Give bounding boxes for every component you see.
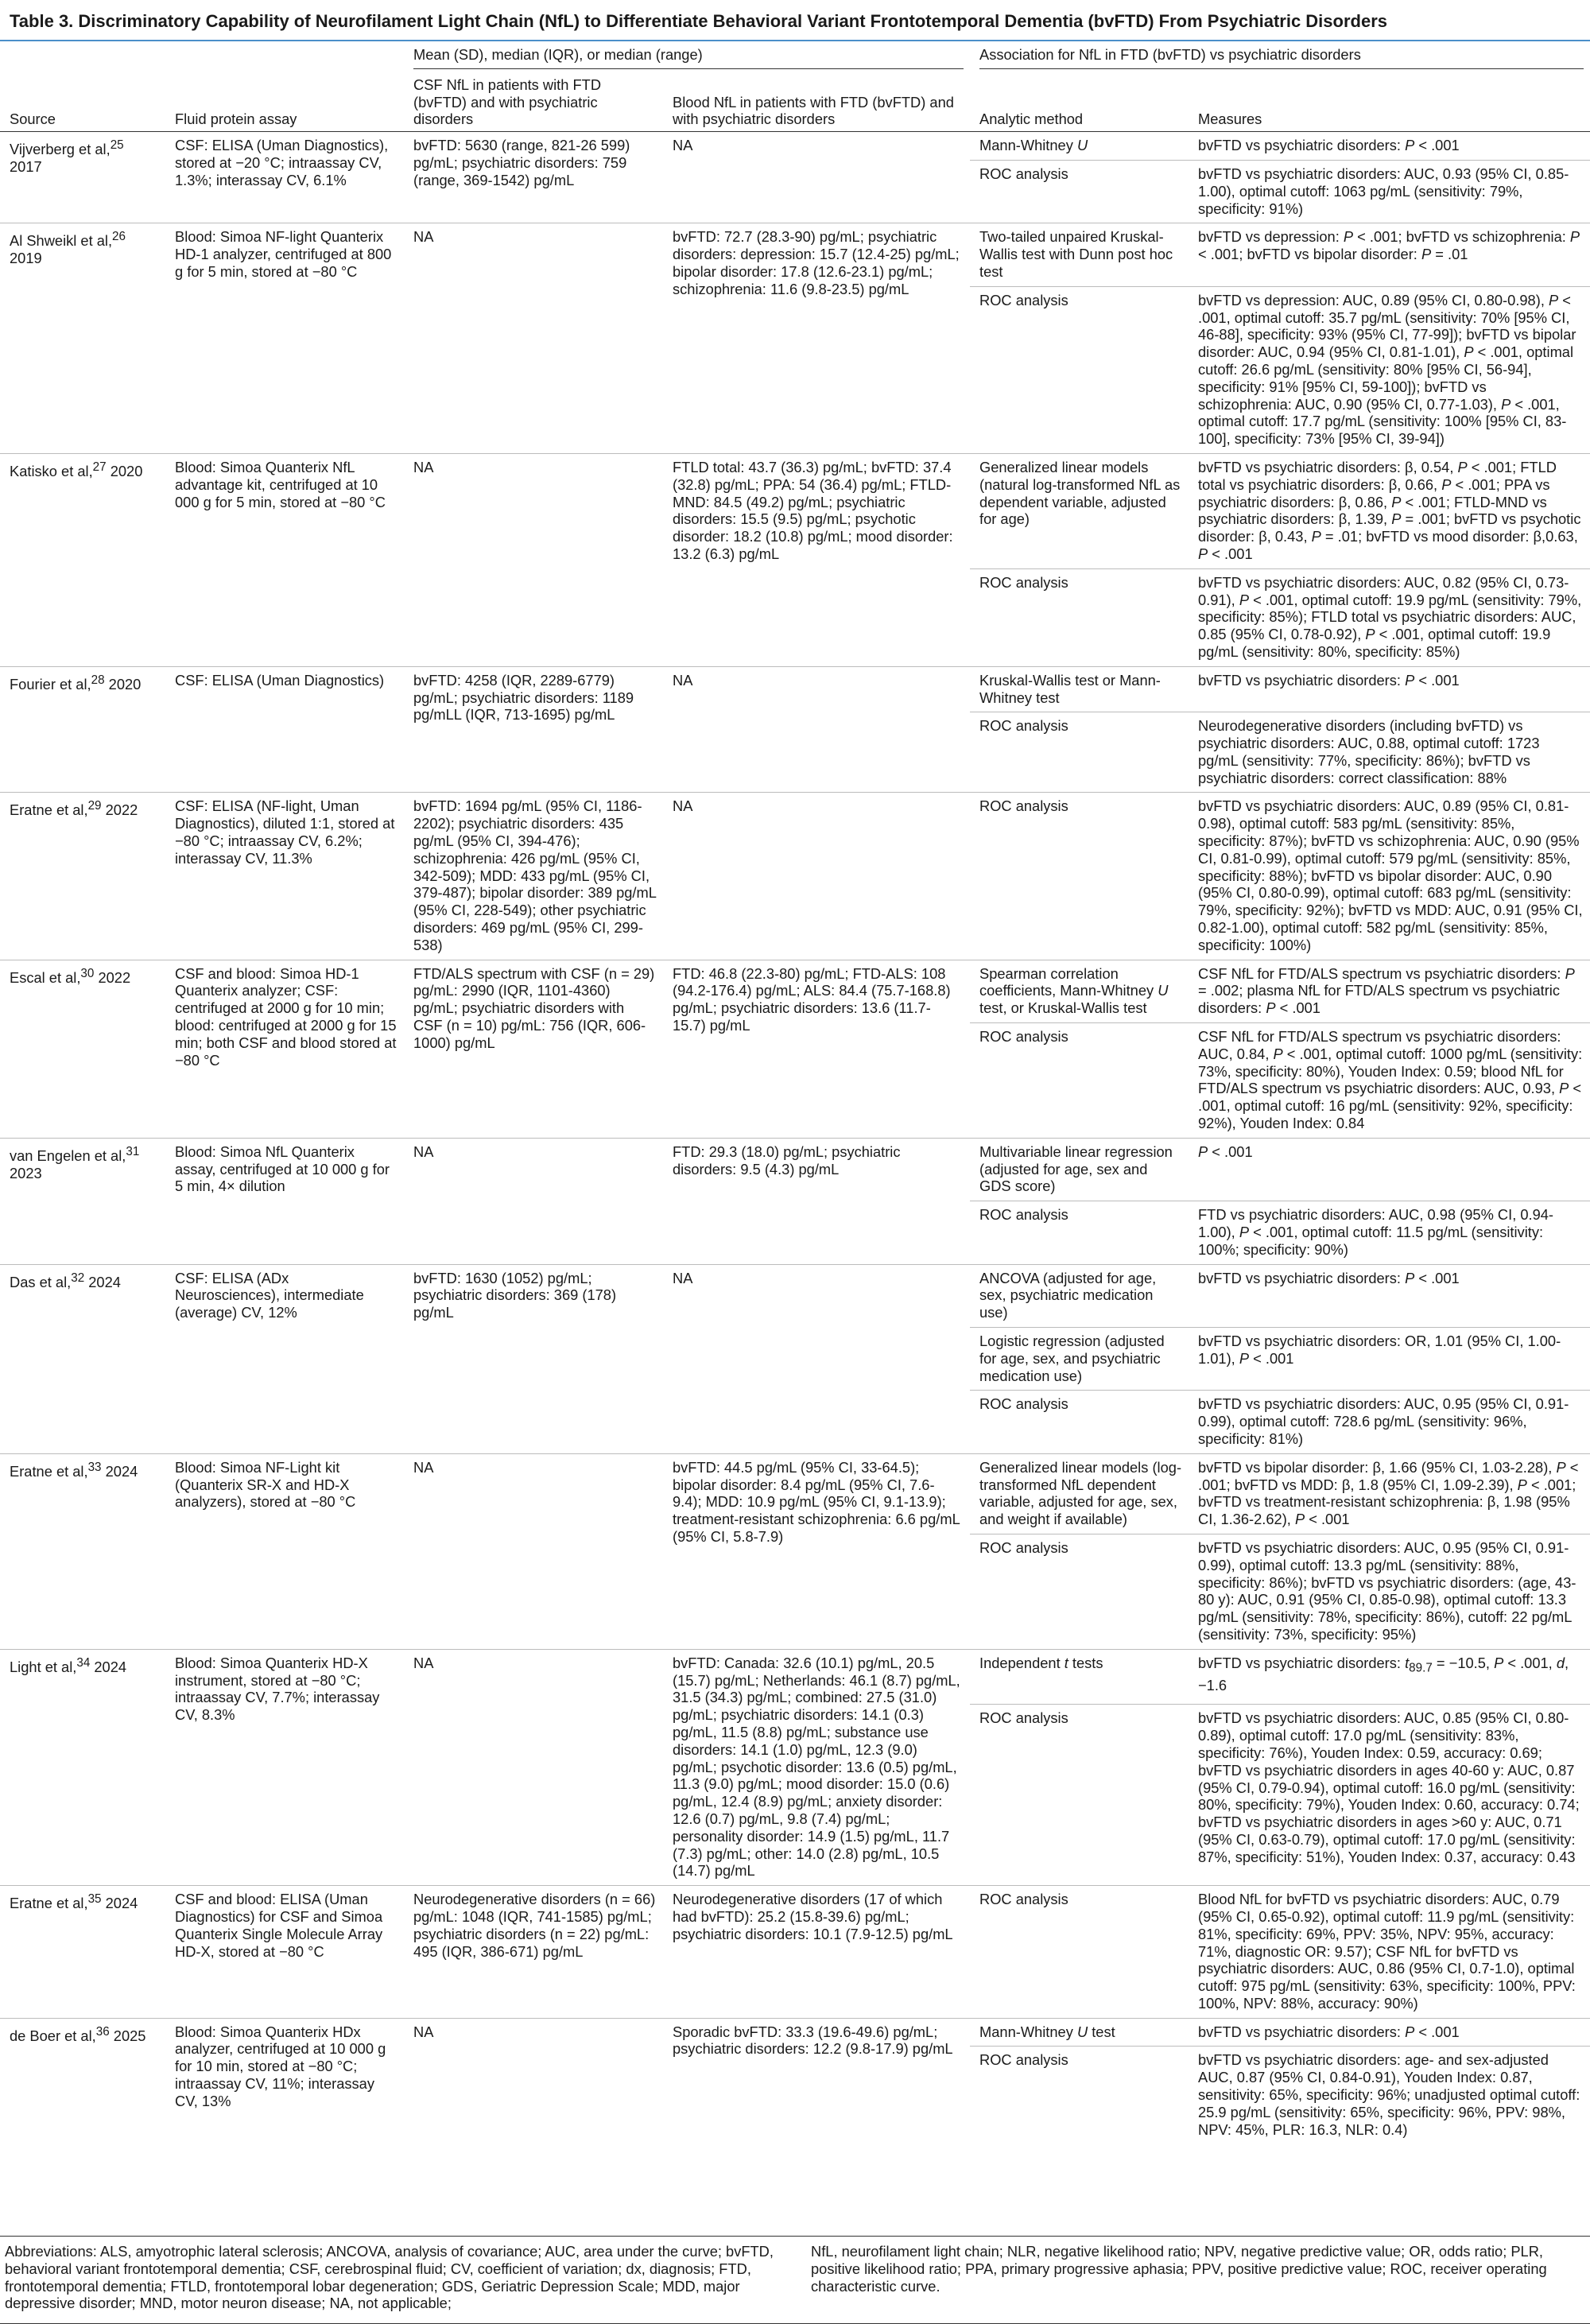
- cell-source: Fourier et al,$^{28}$ 2020: [10, 673, 142, 693]
- cell-csf-nfl: bvFTD: 5630 (range, 821-26 599) pg/mL; psychiatric disorders: 759 (range, 369-1542) pg/mL: [413, 137, 630, 188]
- table-row: [0, 223, 1590, 286]
- cell-analytic-method: ROC analysis: [970, 1023, 1189, 1139]
- cell-source: de Boer et al,$^{36}$ 2025: [10, 2024, 146, 2044]
- cell-measures: bvFTD vs psychiatric disorders: P < .001: [1198, 1269, 1460, 1286]
- cell-blood-nfl: FTD: 29.3 (18.0) pg/mL; psychiatric disorders: 9.5 (4.3) pg/mL: [673, 1143, 901, 1178]
- cell-assay: CSF: ELISA (NF-light, Uman Diagnostics), diluted 1:1, stored at −80 °C; intraassay CV, 6.2%; interassay CV, 11.3%: [175, 797, 395, 867]
- table-row: [0, 1138, 1590, 1201]
- cell-analytic-method: Generalized linear models (natural log-transformed NfL as dependent variable, adjusted for age): [979, 458, 1181, 528]
- cell-measures: bvFTD vs psychiatric disorders: P < .001: [1198, 2023, 1460, 2040]
- cell-blood-nfl: Neurodegenerative disorders (17 of which had bvFTD): 25.2 (15.8-39.6) pg/mL; psychiatric disorders: 10.1 (7.9-12.5) pg/mL: [673, 1891, 953, 1942]
- cell-analytic-method: ROC analysis: [970, 1534, 1189, 1649]
- cell-analytic-method: ROC analysis: [970, 1705, 1189, 1886]
- study-group: [0, 223, 1590, 454]
- cell-measures: bvFTD vs depression: P < .001; bvFTD vs schizophrenia: P < .001; bvFTD vs bipolar disorder: P = .01: [1198, 228, 1580, 263]
- cell-analytic-method: ROC analysis: [970, 2047, 1189, 2144]
- study-group: [0, 2018, 1590, 2144]
- cell-analytic-method: ROC analysis: [979, 797, 1068, 815]
- cell-analytic-method: Spearman correlation coefficients, Mann-Whitney U test, or Kruskal-Wallis test: [979, 964, 1169, 1017]
- cell-csf-nfl: NA: [413, 2023, 434, 2040]
- cell-blood-nfl: bvFTD: Canada: 32.6 (10.1) pg/mL, 20.5 (15.7) pg/mL; Netherlands: 46.1 (8.7) pg/mL, 31.5 (34.3) pg/mL; combined: 27.5 (31.0) pg/mL; psychiatric disorders: 14.1 (0.3) pg/mL, 11.5 (8.8) pg/mL; substance use disorders: 14.1 (1.0) pg/mL, 12.3 (9.0) pg/mL; psychotic disorder: 13.6 (0.5) pg/mL, 11.3 (9.0) pg/mL; mood disorder: 15.0 (0.6) pg/mL, 12.4 (8.9) pg/mL; anxiety disorder: 12.6 (0.7) pg/mL, 9.8 (7.4) pg/mL; personality disorder: 14.9 (1.5) pg/mL, 11.7 (7.3) pg/mL; other: 14.0 (2.8) pg/mL, 10.5 (14.7) pg/mL: [673, 1654, 960, 1880]
- cell-analytic-method: Logistic regression (adjusted for age, sex, and psychiatric medication use): [970, 1328, 1189, 1391]
- cell-source: Das et al,$^{32}$ 2024: [10, 1271, 121, 1290]
- table-footnote: [0, 2236, 1590, 2324]
- study-group: [0, 132, 1590, 223]
- footnote-abbreviations-right: NfL, neurofilament light chain; NLR, negative likelihood ratio; NPV, negative predictive value; OR, odds ratio; PLR, positive likelihood ratio; PPA, primary progressive aphasia; PPV, positive predictive value; ROC, receiver operating characteristic curve.: [811, 2243, 1547, 2295]
- cell-analytic-method: Independent t tests: [979, 1654, 1103, 1671]
- cell-csf-nfl: NA: [413, 1458, 434, 1476]
- cell-analytic-method: ROC analysis: [970, 568, 1189, 666]
- cell-source: Al Shweikl et al,$^{26}$ 2019: [10, 230, 126, 267]
- header-source: Source: [10, 111, 56, 128]
- cell-assay: Blood: Simoa NF-Light kit (Quanterix SR-X and HD-X analyzers), stored at −80 °C: [175, 1458, 356, 1511]
- cell-blood-nfl: bvFTD: 44.5 pg/mL (95% CI, 33-64.5); bipolar disorder: 8.4 pg/mL (95% CI, 7.6-9.4); MDD: 10.9 pg/mL (95% CI, 9.1-13.9); treatment-resistant schizophrenia: 6.6 pg/mL (95% CI, 5.8-7.9): [673, 1458, 960, 1545]
- cell-blood-nfl: FTD: 46.8 (22.3-80) pg/mL; FTD-ALS: 108 (94.2-176.4) pg/mL; ALS: 84.4 (75.7-168.8) pg/mL; psychiatric disorders: 13.6 (11.7-15.7) pg/mL: [673, 964, 951, 1034]
- cell-analytic-method: Mann-Whitney U test: [979, 2023, 1115, 2040]
- table-row: [0, 1886, 1590, 2019]
- cell-csf-nfl: NA: [413, 1654, 434, 1671]
- cell-analytic-method: Two-tailed unpaired Kruskal-Wallis test with Dunn post hoc test: [979, 228, 1173, 280]
- cell-csf-nfl: bvFTD: 4258 (IQR, 2289-6779) pg/mL; psychiatric disorders: 1189 pg/mLL (IQR, 713-1695) pg/mL: [413, 671, 634, 724]
- study-group: [0, 453, 1590, 666]
- table-row: [0, 666, 1590, 712]
- footnote-abbreviations-left: Abbreviations: ALS, amyotrophic lateral sclerosis; ANCOVA, analysis of covariance; AUC, area under the curve; bvFTD, behavioral variant frontotemporal dementia; CSF, cerebrospinal fluid; CV, coefficient of variation; dx, diagnosis; FTD, frontotemporal dementia; FTLD, frontotemporal lobar degeneration; GDS, Geriatric Depression Scale; MDD, major depressive disorder; MND, motor neuron disease; NA, not applicable;: [5, 2243, 774, 2312]
- cell-blood-nfl: NA: [673, 671, 693, 689]
- cell-measures: bvFTD vs psychiatric disorders: AUC, 0.82 (95% CI, 0.73-0.91), P < .001, optimal cutoff: 19.9 pg/mL (sensitivity: 79%, specificity: 85%); FTLD total vs psychiatric disorders: AUC, 0.85 (95% CI, 0.78-0.92), P < .001, optimal cutoff: 19.9 pg/mL (sensitivity: 80%, specificity: 85%): [1189, 568, 1590, 666]
- cell-analytic-method: ROC analysis: [970, 712, 1189, 793]
- header-spacer: [165, 41, 404, 75]
- cell-analytic-method: ROC analysis: [970, 1391, 1189, 1453]
- cell-analytic-method: ROC analysis: [970, 286, 1189, 453]
- study-group: [0, 666, 1590, 793]
- cell-analytic-method: ROC analysis: [970, 1201, 1189, 1264]
- cell-analytic-method: Generalized linear models (log-transformed NfL dependent variable, adjusted for age, sex, and weight if available): [979, 1458, 1182, 1528]
- table-row: [0, 1453, 1590, 1534]
- cell-analytic-method: Multivariable linear regression (adjusted for age, sex and GDS score): [979, 1143, 1173, 1195]
- cell-measures: bvFTD vs psychiatric disorders: AUC, 0.93 (95% CI, 0.85-1.00), optimal cutoff: 1063 pg/mL (sensitivity: 79%, specificity: 91%): [1189, 160, 1590, 223]
- header-blood-nfl: Blood NfL in patients with FTD (bvFTD) and with psychiatric disorders: [673, 93, 954, 128]
- table-row: [0, 453, 1590, 568]
- cell-csf-nfl: bvFTD: 1630 (1052) pg/mL; psychiatric disorders: 369 (178) pg/mL: [413, 1269, 617, 1321]
- cell-measures: P < .001: [1198, 1143, 1253, 1160]
- cell-assay: Blood: Simoa NF-light Quanterix HD-1 analyzer, centrifuged at 800 g for 5 min, stored at −80 °C: [175, 228, 392, 280]
- cell-assay: CSF and blood: Simoa HD-1 Quanterix analyzer; CSF: centrifuged at 2000 g for 10 min; blood: centrifuged at 2000 g for 15 min; both CSF and blood stored at −80 °C: [175, 964, 397, 1069]
- cell-source: Eratne et al,$^{35}$ 2024: [10, 1892, 138, 1912]
- cell-measures: bvFTD vs bipolar disorder: β, 1.66 (95% CI, 1.03-2.28), P < .001; bvFTD vs MDD: β, 1.8 (95% CI, 1.09-2.39), P < .001; bvFTD vs treatment-resistant schizophrenia: β, 1.98 (95% CI, 1.36-2.62), P < .001: [1198, 1458, 1579, 1528]
- cell-csf-nfl: FTD/ALS spectrum with CSF (n = 29) pg/mL: 2990 (IQR, 1101-4360) pg/mL; psychiatric disorders with CSF (n = 10) pg/mL: 756 (IQR, 606-1000) pg/mL: [413, 964, 655, 1051]
- study-group: [0, 1649, 1590, 1885]
- cell-measures: bvFTD vs psychiatric disorders: β, 0.54, P < .001; FTLD total vs psychiatric disorders: β, 0.66, P < .001; PPA vs psychiatric disorders: β, 0.86, P < .001; FTLD-MND vs psychiatric disorders: β, 1.39, P = .001; bvFTD vs psychotic disorder: β, 0.43, P = .01; bvFTD vs mood disorder: β,0.63, P < .001: [1198, 458, 1581, 562]
- study-group: [0, 1886, 1590, 2019]
- cell-assay: CSF and blood: ELISA (Uman Diagnostics) for CSF and Simoa Quanterix Single Molecule Array HD-X, stored at −80 °C: [175, 1891, 383, 1960]
- cell-measures: bvFTD vs psychiatric disorders: age- and sex-adjusted AUC, 0.87 (95% CI, 0.84-0.91), Youden Index: 0.87, sensitivity: 65%, specificity: 96%; unadjusted optimal cutoff: 25.9 pg/mL (sensitivity: 65%, specificity: 96%, PPV: 98%, NPV: 45%, PLR: 16.3, NLR: 0.4): [1189, 2047, 1590, 2144]
- cell-measures: bvFTD vs psychiatric disorders: P < .001: [1198, 671, 1460, 689]
- study-group: [0, 1264, 1590, 1453]
- study-group: [0, 793, 1590, 960]
- cell-csf-nfl: NA: [413, 228, 434, 246]
- cell-assay: CSF: ELISA (Uman Diagnostics): [175, 671, 385, 689]
- table-row: [0, 2018, 1590, 2047]
- cell-measures: bvFTD vs psychiatric disorders: OR, 1.01 (95% CI, 1.00-1.01), P < .001: [1189, 1328, 1590, 1391]
- study-group: [0, 1138, 1590, 1264]
- table-row: [0, 1264, 1590, 1327]
- cell-source: Vijverberg et al,$^{25}$ 2017: [10, 138, 124, 176]
- cell-measures: Blood NfL for bvFTD vs psychiatric disorders: AUC, 0.79 (95% CI, 0.65-0.92), optimal cutoff: 11.9 pg/mL (sensitivity: 81%, specificity: 69%, PPV: 35%, NPV: 95%, accuracy: 71%, diagnostic OR: 9.57); CSF NfL for bvFTD vs psychiatric disorders: AUC, 0.86 (95% CI, 0.7-1.0), optimal cutoff: 975 pg/mL (sensitivity: 63%, specificity: 100%, PPV: 100%, NPV: 88%, accuracy: 90%): [1198, 1891, 1576, 2012]
- cell-measures: FTD vs psychiatric disorders: AUC, 0.98 (95% CI, 0.94-1.00), P < .001, optimal cutoff: 11.5 pg/mL (sensitivity: 100%; specificity: 90%): [1189, 1201, 1590, 1264]
- cell-measures: bvFTD vs psychiatric disorders: AUC, 0.95 (95% CI, 0.91-0.99), optimal cutoff: 13.3 pg/mL (sensitivity: 88%, specificity: 86%); bvFTD vs psychiatric disorders: (age, 43-80 y): AUC, 0.91 (95% CI, 0.85-0.98), optimal cutoff: 13.3 pg/mL (sensitivity: 78%, specificity: 86%), cutoff: 22 pg/mL (sensitivity: 73%, specificity: 95%): [1189, 1534, 1590, 1649]
- cell-measures: bvFTD vs depression: AUC, 0.89 (95% CI, 0.80-0.98), P < .001, optimal cutoff: 35.7 pg/mL (sensitivity: 70% [95% CI, 46-88], specificity: 93% (95% CI, 77-99]); bvFTD vs bipolar disorder: AUC, 0.94 (95% CI, 0.81-1.01), P < .001, optimal cutoff: 26.6 pg/mL (sensitivity: 80% [95% CI, 56-94], specificity: 91% [95% CI, 59-100]); bvFTD vs schizophrenia: AUC, 0.90 (95% CI, 0.77-1.03), P < .001, optimal cutoff: 17.7 pg/mL (sensitivity: 100% [95% CI, 83-100], specificity: 73% [95% CI, 39-94]): [1189, 286, 1590, 453]
- cell-assay: CSF: ELISA (ADx Neurosciences), intermediate (average) CV, 12%: [175, 1269, 364, 1321]
- cell-blood-nfl: NA: [673, 1269, 693, 1286]
- cell-measures: bvFTD vs psychiatric disorders: AUC, 0.89 (95% CI, 0.81-0.98), optimal cutoff: 583 pg/mL (sensitivity: 85%, specificity: 87%); bvFTD vs schizophrenia: AUC, 0.90 (95% CI, 0.81-0.99), optimal cutoff: 579 pg/mL (sensitivity: 85%, specificity: 88%); bvFTD vs bipolar disorder: AUC, 0.90 (95% CI, 0.80-0.99), optimal cutoff: 683 pg/mL (sensitivity: 79%, specificity: 92%); bvFTD vs MDD: AUC, 0.91 (95% CI, 0.82-1.00), optimal cutoff: 582 pg/mL (sensitivity: 85%, specificity: 100%): [1198, 797, 1583, 953]
- cell-blood-nfl: NA: [673, 797, 693, 815]
- cell-analytic-method: ROC analysis: [979, 1891, 1068, 1908]
- study-group: [0, 1453, 1590, 1649]
- header-measures: Measures: [1198, 111, 1262, 128]
- cell-measures: bvFTD vs psychiatric disorders: P < .001: [1198, 137, 1460, 154]
- cell-source: Katisko et al,$^{27}$ 2020: [10, 460, 143, 480]
- header-spacer: [0, 41, 165, 75]
- header-group-mean: Mean (SD), median (IQR), or median (range): [404, 41, 970, 75]
- cell-analytic-method: ANCOVA (adjusted for age, sex, psychiatric medication use): [979, 1269, 1157, 1321]
- table-row: [0, 960, 1590, 1022]
- cell-blood-nfl: Sporadic bvFTD: 33.3 (19.6-49.6) pg/mL; psychiatric disorders: 12.2 (9.8-17.9) pg/mL: [673, 2023, 953, 2058]
- cell-analytic-method: ROC analysis: [970, 160, 1189, 223]
- cell-csf-nfl: Neurodegenerative disorders (n = 66) pg/mL: 1048 (IQR, 741-1585) pg/mL; psychiatric disorders (n = 22) pg/mL: 495 (IQR, 386-671) pg/mL: [413, 1891, 656, 1960]
- cell-measures: bvFTD vs psychiatric disorders: AUC, 0.85 (95% CI, 0.80-0.89), optimal cutoff: 17.0 pg/mL (sensitivity: 83%, specificity: 76%), Youden Index: 0.59, accuracy: 0.69; bvFTD vs psychiatric disorders in ages 40-60 y: AUC, 0.87 (95% CI, 0.79-0.94), optimal cutoff: 16.0 pg/mL (sensitivity: 80%, specificity: 79%), Youden Index: 0.60, accuracy: 0.74; bvFTD vs psychiatric disorders in ages >60 y: AUC, 0.71 (95% CI, 0.63-0.79), optimal cutoff: 17.0 pg/mL (sensitivity: 87%, specificity: 51%), Youden Index: 0.37, accuracy: 0.43: [1189, 1705, 1590, 1886]
- table-header: [0, 41, 1590, 132]
- cell-assay: CSF: ELISA (Uman Diagnostics), stored at −20 °C; intraassay CV, 1.3%; interassay CV, 6.1%: [175, 137, 389, 188]
- cell-measures: CSF NfL for FTD/ALS spectrum vs psychiatric disorders: P = .002; plasma NfL for FTD/ALS spectrum vs psychiatric disorders: P < .001: [1198, 964, 1575, 1017]
- cell-source: Light et al,$^{34}$ 2024: [10, 1655, 127, 1675]
- cell-csf-nfl: NA: [413, 458, 434, 475]
- cell-measures: bvFTD vs psychiatric disorders: AUC, 0.95 (95% CI, 0.91-0.99), optimal cutoff: 728.6 pg/mL (sensitivity: 96%, specificity: 81%): [1189, 1391, 1590, 1453]
- cell-analytic-method: Kruskal-Wallis test or Mann-Whitney test: [979, 671, 1161, 706]
- cell-measures: CSF NfL for FTD/ALS spectrum vs psychiatric disorders: AUC, 0.84, P < .001, optimal cutoff: 1000 pg/mL (sensitivity: 73%, specificity: 80%), Youden Index: 0.59; blood NfL for FTD/ALS spectrum vs psychiatric disorders: AUC, 0.93, P < .001, optimal cutoff: 16 pg/mL (sensitivity: 92%, specificity: 92%), Youden Index: 0.84: [1189, 1023, 1590, 1139]
- header-csf-nfl: CSF NfL in patients with FTD (bvFTD) and with psychiatric disorders: [413, 76, 602, 128]
- cell-analytic-method: Mann-Whitney U: [979, 137, 1088, 154]
- header-analytic-method: Analytic method: [979, 111, 1084, 128]
- cell-source: van Engelen et al,$^{31}$ 2023: [10, 1144, 140, 1181]
- cell-measures: bvFTD vs psychiatric disorders: $t_{89.7} = -10.5$, P < .001, d, −1.6: [1198, 1654, 1569, 1694]
- cell-blood-nfl: NA: [673, 137, 693, 154]
- cell-csf-nfl: bvFTD: 1694 pg/mL (95% CI, 1186-2202); psychiatric disorders: 435 pg/mL (95% CI, 394-476); schizophrenia: 426 pg/mL (95% CI, 342-509); MDD: 433 pg/mL (95% CI, 379-487); bipolar disorder: 389 pg/mL (95% CI, 228-549); other psychiatric disorders: 469 pg/mL (95% CI, 299-538): [413, 797, 657, 953]
- cell-assay: Blood: Simoa NfL Quanterix assay, centrifuged at 10 000 g for 5 min, 4× dilution: [175, 1143, 390, 1195]
- study-group: [0, 960, 1590, 1138]
- cell-assay: Blood: Simoa Quanterix HDx analyzer, centrifuged at 10 000 g for 10 min, stored at −80 °C; intraassay CV, 11%; interassay CV, 13%: [175, 2023, 386, 2109]
- data-table: [0, 41, 1590, 2144]
- cell-assay: Blood: Simoa Quanterix HD-X instrument, stored at −80 °C; intraassay CV, 7.7%; interassay CV, 8.3%: [175, 1654, 380, 1724]
- table-title: Table 3. Discriminatory Capability of Neurofilament Light Chain (NfL) to Differentiate Behavioral Variant Frontotemporal Dementia (bvFTD) From Psychiatric Disorders: [0, 0, 1590, 41]
- header-group-association: Association for NfL in FTD (bvFTD) vs psychiatric disorders: [970, 41, 1590, 75]
- cell-source: Eratne et al,$^{33}$ 2024: [10, 1460, 138, 1480]
- header-assay: Fluid protein assay: [175, 111, 297, 128]
- table-row: [0, 1649, 1590, 1705]
- cell-source: Escal et al,$^{30}$ 2022: [10, 966, 131, 986]
- table-row: [0, 132, 1590, 161]
- cell-blood-nfl: bvFTD: 72.7 (28.3-90) pg/mL; psychiatric disorders: depression: 15.7 (12.4-25) pg/mL; bipolar disorder: 17.8 (12.6-23.1) pg/mL; schizophrenia: 11.6 (9.8-23.5) pg/mL: [673, 228, 960, 297]
- cell-measures: Neurodegenerative disorders (including bvFTD) vs psychiatric disorders: AUC, 0.88, optimal cutoff: 1723 pg/mL (sensitivity: 77%, specificity: 86%); bvFTD vs psychiatric disorders: correct classification: 88%: [1189, 712, 1590, 793]
- cell-blood-nfl: FTLD total: 43.7 (36.3) pg/mL; bvFTD: 37.4 (32.8) pg/mL; PPA: 54 (36.4) pg/mL; FTLD-MND: 84.5 (49.2) pg/mL; psychiatric disorders: 15.5 (9.5) pg/mL; psychotic disorder: 18.2 (10.8) pg/mL; mood disorder: 13.2 (6.3) pg/mL: [673, 458, 953, 562]
- cell-source: Eratne et al,$^{29}$ 2022: [10, 799, 138, 819]
- cell-assay: Blood: Simoa Quanterix NfL advantage kit, centrifuged at 10 000 g for 5 min, stored at −80 °C: [175, 458, 386, 510]
- table-row: [0, 793, 1590, 960]
- cell-csf-nfl: NA: [413, 1143, 434, 1160]
